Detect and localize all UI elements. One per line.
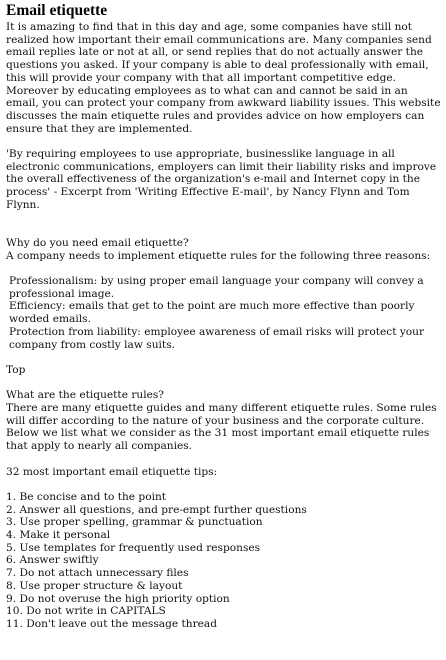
- list-item: 7. Do not attach unnecessary files: [6, 567, 189, 580]
- reason-item: Professionalism: by using proper email language your company will convey a professional image.: [9, 275, 424, 300]
- rules-question: What are the etiquette rules?: [6, 389, 164, 402]
- reasons-list: [6, 275, 442, 351]
- spacer: [6, 135, 442, 148]
- list-item: 5. Use templates for frequently used responses: [6, 541, 261, 554]
- reason-item: Protection from liability: employee awareness of email risks will protect your company from costly law suits.: [9, 325, 425, 351]
- list-item: 11. Don't leave out the message thread: [6, 617, 218, 630]
- top-link[interactable]: Top: [6, 363, 26, 376]
- article: [6, 2, 442, 631]
- list-item: 1. Be concise and to the point: [6, 490, 167, 503]
- spacer: [6, 262, 442, 275]
- why-question: Why do you need email etiquette?: [6, 236, 189, 249]
- spacer: [6, 377, 442, 390]
- list-item: 3. Use proper spelling, grammar & punctuation: [6, 516, 263, 529]
- list-item: 6. Answer swiftly: [6, 554, 99, 567]
- quote-paragraph: 'By requiring employees to use appropriate, businesslike language in all electronic communications, employers can limit their liability risks and improve the overall effectiveness of the organization's e-mail and Internet copy in the process' - Excerpt from 'Writing Effective E-mail', by Nancy Flynn and Tom Flynn.: [6, 148, 437, 211]
- why-lead: A company needs to implement etiquette rules for the following three reasons:: [6, 249, 431, 262]
- rules-paragraph: There are many etiquette guides and many different etiquette rules. Some rules will differ according to the nature of your business and the corporate culture. Below we list what we consider as the 31 most important email etiquette rules that apply to nearly all companies.: [6, 402, 437, 453]
- list-item: 2. Answer all questions, and pre-empt further questions: [6, 503, 307, 516]
- list-item: 4. Make it personal: [6, 529, 111, 542]
- list-item: 8. Use proper structure & layout: [6, 579, 183, 592]
- tips-heading: 32 most important email etiquette tips:: [6, 465, 218, 478]
- top-link-row: [6, 364, 442, 377]
- tips-list: [6, 491, 442, 631]
- intro-paragraph: It is amazing to find that in this day and age, some companies have still not realized how important their email communications are. Many companies send email replies late or not at all, or send replies that do not actually answer the questions you asked. If your company is able to deal professionally with email, this will provide your company with that all important competitive edge. Moreover by educating employees as to what can and cannot be said in an email, you can protect your company from awkward liability issues. This website discusses the main etiquette rules and provides advice on how employers can ensure that they are implemented.: [6, 21, 441, 135]
- spacer: [6, 453, 442, 466]
- list-item: 10. Do not write in CAPITALS: [6, 605, 166, 618]
- spacer: [6, 351, 442, 364]
- list-item: 9. Do not overuse the high priority option: [6, 592, 230, 605]
- page-title: Email etiquette: [6, 2, 108, 19]
- reason-item: Efficiency: emails that get to the point are much more effective than poorly worded emails.: [9, 300, 415, 326]
- spacer: [6, 478, 442, 491]
- spacer: [6, 212, 442, 237]
